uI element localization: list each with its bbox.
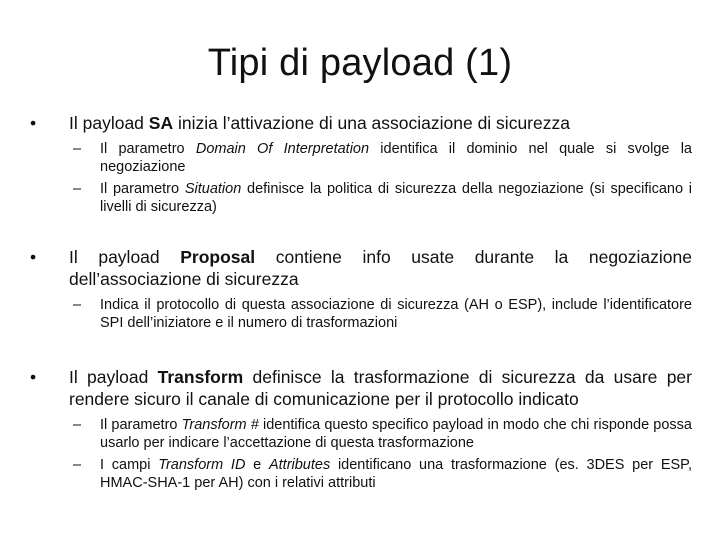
text-span: Il parametro [100, 141, 196, 157]
dash-icon: – [73, 417, 82, 433]
text-span: definisce la trasformazione di sicurezza da usare per rendere sicuro il canale di comunicazione per il protocollo indicato [69, 367, 692, 409]
text-span: Il payload [69, 113, 149, 133]
slide-content [30, 112, 692, 512]
sub-bullet [30, 456, 692, 492]
sub-bullet [30, 180, 692, 216]
bullet-item [30, 366, 692, 492]
bullet-text [30, 246, 692, 290]
text-span: Indica il protocollo di questa associazione di sicurezza (AH o ESP), include l’identificatore SPI dell’iniziatore e il numero di trasformazioni [100, 297, 692, 331]
dash-icon: – [73, 141, 82, 157]
sub-bullet [30, 416, 692, 452]
text-span: identifica il dominio nel quale si svolge la negoziazione [100, 141, 692, 175]
slide-title: Tipi di payload (1) [207, 42, 513, 84]
dash-icon: – [73, 181, 82, 197]
dash-icon: – [73, 457, 82, 473]
italic-term: Transform # [181, 417, 259, 433]
text-span: I campi [100, 457, 159, 473]
bullet-item [30, 112, 692, 216]
italic-term: Transform ID [158, 457, 246, 473]
text-span: contiene info usate durante la negoziazione dell’associazione di sicurezza [69, 247, 692, 289]
italic-term: Domain Of Interpretation [195, 141, 370, 157]
bold-term: SA [148, 113, 174, 133]
bullet-text [30, 366, 692, 410]
text-span: inizia l’attivazione di una associazione di sicurezza [173, 113, 570, 133]
sub-bullet [30, 296, 692, 332]
bullet-icon: • [30, 113, 37, 133]
text-span: identifica questo specifico payload in modo che chi risponde possa usarlo per indicare l’accettazione di questa trasformazione [100, 417, 692, 451]
text-span: identificano una trasformazione (es. 3DES per ESP, HMAC-SHA-1 per AH) con i relativi attributi [100, 457, 692, 491]
italic-term: Attributes [268, 457, 331, 473]
bullet-item [30, 246, 692, 332]
text-span: Il parametro [100, 417, 182, 433]
text-span: e [245, 457, 269, 473]
text-span: Il parametro [100, 181, 185, 197]
sub-bullet [30, 140, 692, 176]
italic-term: Situation [184, 181, 242, 197]
bullet-text [30, 112, 692, 134]
text-span: definisce la politica di sicurezza della negoziazione (si specificano i livelli di sicurezza) [100, 181, 692, 215]
dash-icon: – [73, 297, 82, 313]
bullet-icon: • [30, 247, 37, 267]
text-span: Il payload [69, 367, 158, 387]
bullet-icon: • [30, 367, 37, 387]
bold-term: Proposal [180, 247, 256, 267]
text-span: Il payload [69, 247, 181, 267]
bold-term: Transform [157, 367, 244, 387]
